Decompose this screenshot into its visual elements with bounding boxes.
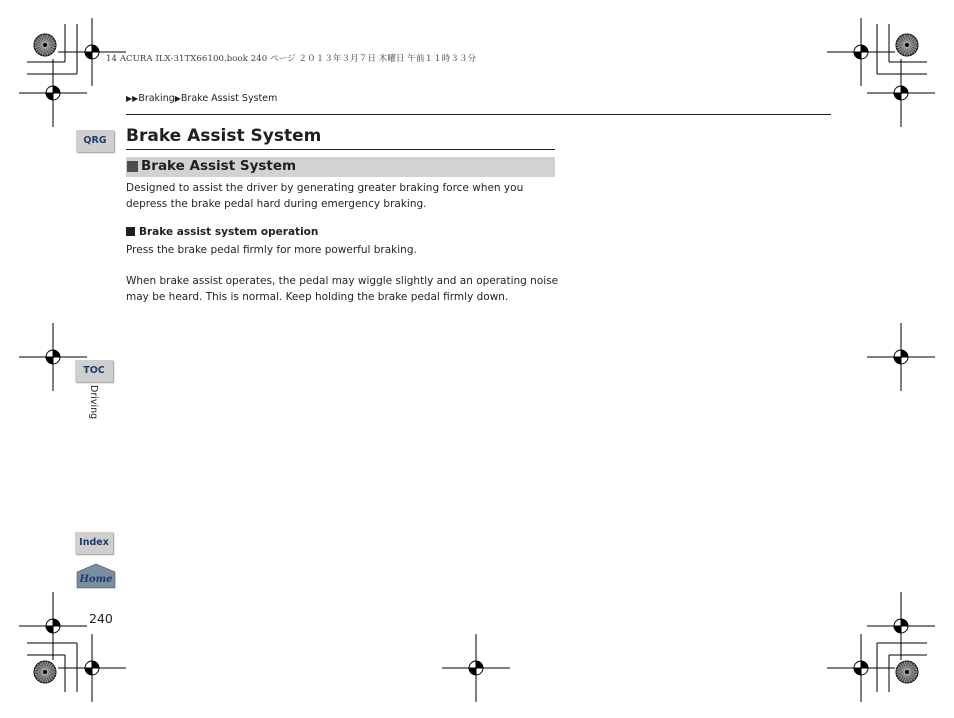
registration-crosshair — [827, 18, 895, 86]
section-square-icon — [127, 161, 138, 172]
chapter-label: Driving — [88, 385, 99, 420]
subheading-text: Brake assist system operation — [139, 226, 319, 238]
header-rule — [126, 114, 831, 115]
registration-crosshair — [867, 323, 935, 391]
breadcrumb-arrows: ▶▶ — [126, 94, 139, 103]
registration-crosshair — [442, 634, 510, 702]
registration-crosshair — [827, 634, 895, 702]
home-label: Home — [79, 574, 113, 585]
page-title: Brake Assist System — [126, 126, 322, 146]
index-tab[interactable]: Index — [75, 532, 113, 554]
subheading-square-icon — [126, 227, 135, 236]
breadcrumb — [126, 93, 277, 104]
registration-rosette — [896, 661, 918, 683]
section-title: Brake Assist System — [141, 158, 297, 174]
intro-paragraph: Designed to assist the driver by generating greater braking force when you depress the brake pedal hard during emergency braking. — [126, 182, 524, 210]
home-tab[interactable] — [76, 563, 114, 585]
qrg-tab[interactable]: QRG — [76, 130, 114, 152]
file-header: 14 ACURA ILX-31TX66100.book 240 ページ ２０１３年３月７日 木曜日 午前１１時３３分 — [106, 54, 477, 64]
registration-rosette — [896, 34, 918, 56]
breadcrumb-separator: ▶ — [174, 94, 181, 103]
breadcrumb-item-braking[interactable]: Braking — [138, 93, 175, 104]
note-paragraph: When brake assist operates, the pedal may wiggle slightly and an operating noise may be heard. This is normal. Keep holding the brake pedal firmly down. — [126, 275, 559, 303]
registration-rosette — [34, 661, 56, 683]
registration-crosshair — [58, 634, 126, 702]
subheading — [126, 226, 318, 238]
operation-paragraph: Press the brake pedal firmly for more powerful braking. — [126, 244, 417, 256]
registration-rosette — [34, 34, 56, 56]
breadcrumb-item-current[interactable]: Brake Assist System — [180, 93, 278, 104]
section-heading — [126, 157, 555, 177]
title-rule — [126, 149, 555, 150]
page-number: 240 — [89, 611, 113, 626]
toc-tab[interactable]: TOC — [75, 360, 113, 382]
home-icon — [76, 563, 116, 589]
